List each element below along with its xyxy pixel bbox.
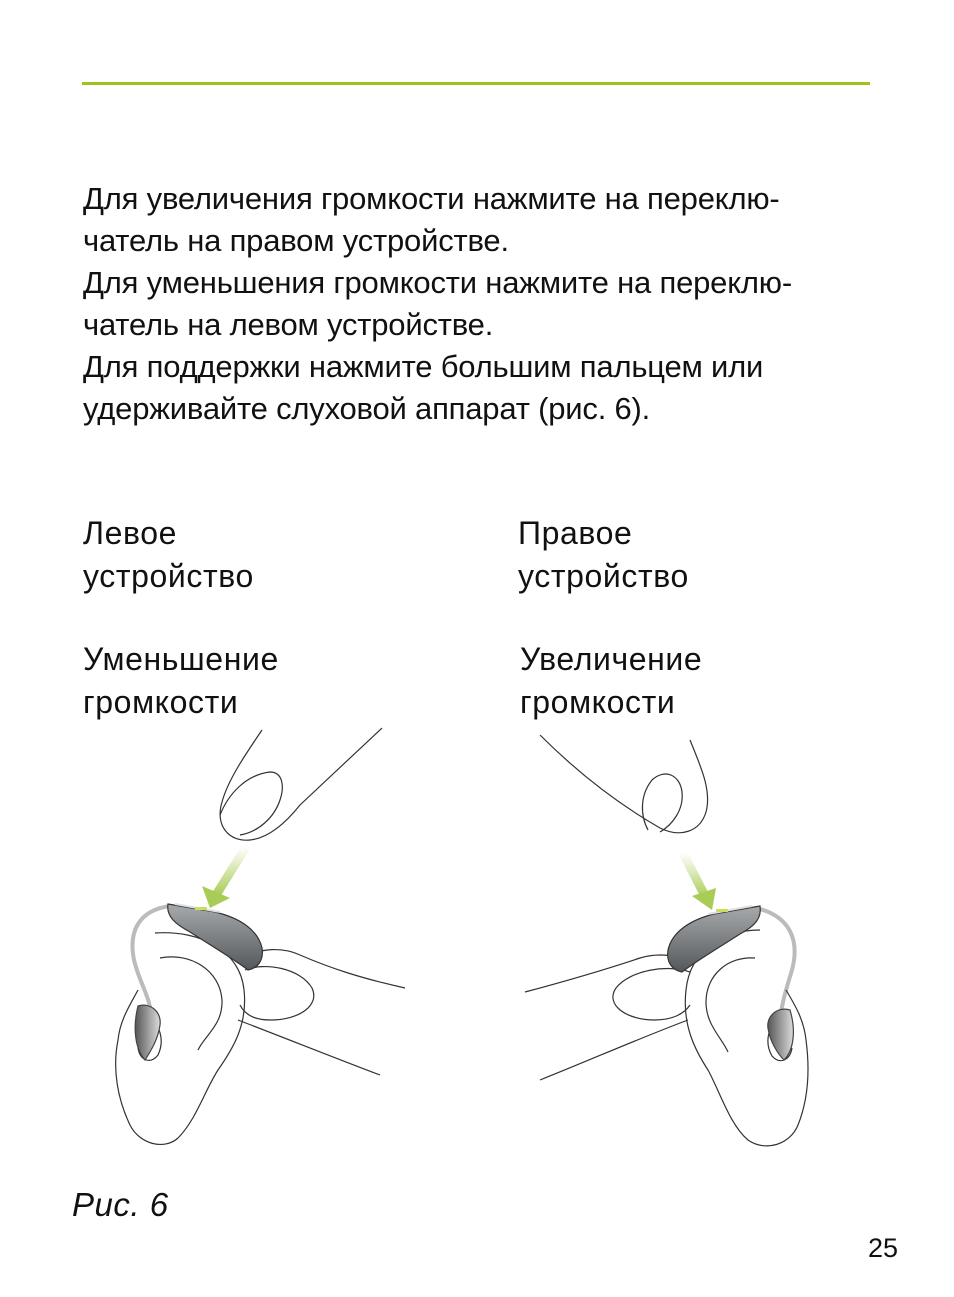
volume-up-label-line1: Увеличение [520, 641, 703, 677]
instruction-line: Для увеличения громкости нажмите на переклю- [83, 181, 780, 216]
left-device-label-line2: устройство [83, 558, 254, 594]
right-device-label [518, 512, 689, 598]
volume-down-label [83, 638, 279, 724]
volume-up-label [520, 638, 702, 724]
left-ear-icon [116, 728, 405, 1144]
figure-caption: Рис. 6 [72, 1186, 169, 1223]
instruction-line: Для поддержки нажмите большим пальцем или [83, 349, 764, 384]
instruction-line: чатель на правом устройстве. [83, 223, 509, 258]
volume-down-label-line2: громкости [83, 684, 239, 720]
instruction-line: Для уменьшения громкости нажмите на переклю- [83, 265, 792, 300]
header-rule [82, 82, 870, 85]
instruction-line: чатель на левом устройстве. [83, 307, 494, 342]
page-number: 25 [868, 1233, 899, 1263]
left-device-label-line1: Левое [83, 515, 178, 551]
volume-up-label-line2: громкости [520, 684, 676, 720]
left-device-label [83, 512, 254, 598]
right-device-label-line1: Правое [518, 515, 633, 551]
instructions-text [83, 178, 883, 430]
instruction-line: удерживайте слуховой аппарат (рис. 6). [83, 391, 651, 426]
right-ear-icon [525, 735, 808, 1146]
figure-6-illustration [0, 720, 954, 1190]
right-device-label-line2: устройство [518, 558, 689, 594]
volume-down-label-line1: Уменьшение [83, 641, 279, 677]
